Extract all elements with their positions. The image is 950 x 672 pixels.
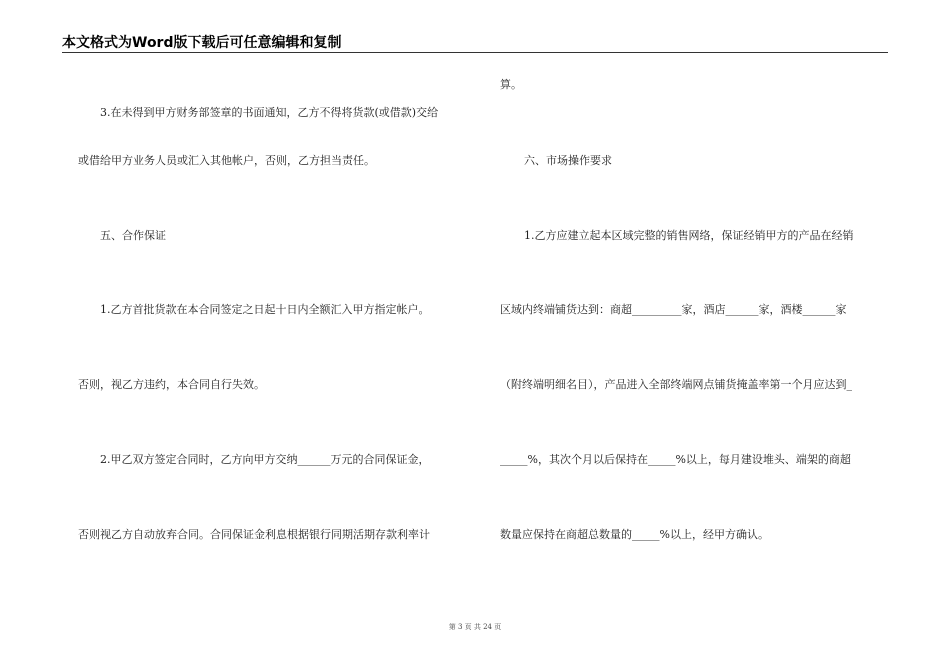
left-line-5: 否则，视乙方违约，本合同自行失效。 (78, 378, 265, 391)
right-line-4: 区域内终端铺货达到：商超_________家，酒店______家，酒楼______家 (500, 303, 847, 316)
right-line-7: 数量应保持在商超总数量的_____%以上，经甲方确认。 (500, 528, 769, 541)
section-heading-5: 五、合作保证 (100, 229, 166, 242)
left-line-7: 否则视乙方自动放弃合同。合同保证金利息根据银行同期活期存款利率计 (78, 528, 430, 541)
left-line-6: 2.甲乙双方签定合同时，乙方向甲方交纳______万元的合同保证金， (100, 453, 430, 466)
right-line-5: （附终端明细名目），产品进入全部终端网点铺货掩盖率第一个月应达到_ (500, 378, 852, 391)
header-divider (62, 52, 888, 53)
document-header-title: 本文格式为Word版下载后可任意编辑和复制 (62, 35, 342, 51)
right-line-3: 1.乙方应建立起本区域完整的销售网络，保证经销甲方的产品在经销 (524, 229, 854, 242)
right-line-6: _____%，其次个月以后保持在_____%以上，每月建设堆头、端架的商超 (500, 453, 851, 466)
right-line-1: 算。 (500, 78, 522, 91)
left-line-1: 3.在未得到甲方财务部签章的书面通知，乙方不得将货款(或借款)交给 (100, 106, 439, 119)
left-line-4: 1.乙方首批货款在本合同签定之日起十日内全额汇入甲方指定帐户。 (100, 303, 430, 316)
left-line-2: 或借给甲方业务人员或汇入其他帐户，否则，乙方担当责任。 (78, 154, 375, 167)
section-heading-6: 六、市场操作要求 (524, 154, 612, 167)
page-number-footer: 第 3 页 共 24 页 (448, 623, 502, 631)
